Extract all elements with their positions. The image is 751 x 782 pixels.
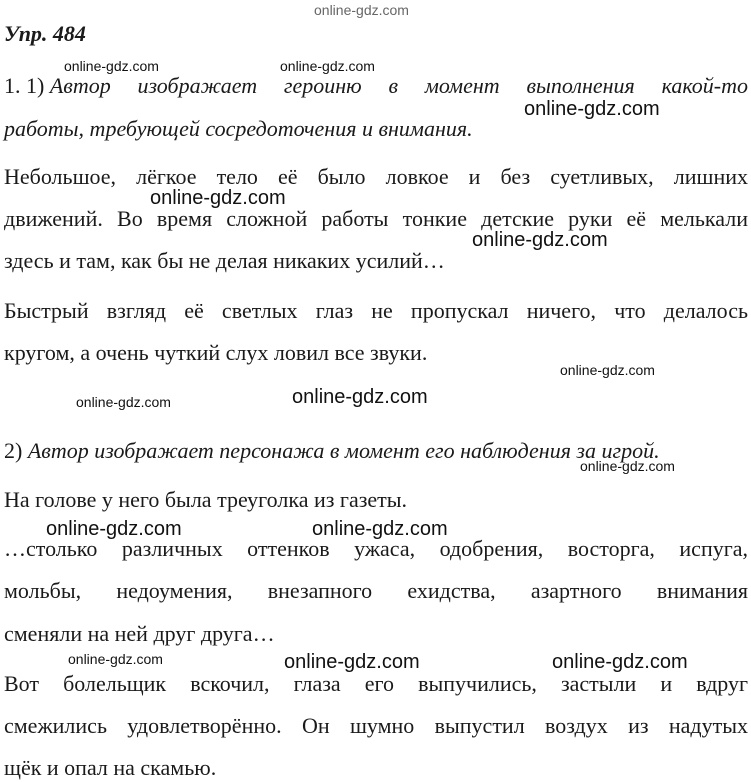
watermark: online-gdz.com: [552, 651, 688, 673]
paragraph-line: На голове у него была треуголка из газеты.: [4, 487, 408, 512]
watermark: online-gdz.com: [472, 229, 608, 251]
paragraph-line: Небольшое, лёгкое тело её было ловкое и без суетливых, лишних: [4, 164, 748, 189]
answer-1-line-1: [4, 72, 748, 100]
paragraph-line: Вот болельщик вскочил, глаза его выпучились, застыли и вдруг: [4, 671, 748, 696]
paragraph-line: кругом, а очень чуткий слух ловил все звуки.: [4, 340, 428, 365]
watermark: online-gdz.com: [524, 98, 660, 120]
paragraph-line: Быстрый взгляд её светлых глаз не пропускал ничего, что делалось: [4, 298, 748, 323]
answer-2-text: Автор изображает персонажа в момент его наблюдения за игрой.: [27, 438, 660, 463]
exercise-title: Упр. 484: [4, 21, 86, 46]
watermark: online-gdz.com: [46, 518, 182, 540]
watermark: online-gdz.com: [76, 394, 171, 410]
watermark: online-gdz.com: [280, 58, 375, 74]
watermark: online-gdz.com: [64, 58, 159, 74]
paragraph-line: мольбы, недоумения, внезапного ехидства, азартного внимания: [4, 578, 748, 603]
watermark: online-gdz.com: [68, 651, 163, 667]
watermark: online-gdz.com: [150, 187, 286, 209]
answer-1-line-2: работы, требующей сосредоточения и внимания.: [4, 116, 473, 141]
watermark: online-gdz.com: [312, 518, 448, 540]
watermark-top: online-gdz.com: [314, 2, 409, 18]
answer-1-number: 1. 1): [4, 73, 50, 98]
paragraph-line: сменяли на ней друг друга…: [4, 621, 275, 646]
paragraph-line: щёк и опал на скамью.: [4, 755, 217, 780]
paragraph-line: здесь и там, как бы не делая никаких усилий…: [4, 248, 445, 273]
watermark: online-gdz.com: [292, 386, 428, 408]
watermark: online-gdz.com: [580, 458, 675, 474]
answer-1-text: Автор изображает героиню в момент выполнения какой-то: [49, 73, 748, 98]
paragraph-line: смежились удовлетворённо. Он шумно выпустил воздух из надутых: [4, 713, 748, 738]
watermark: online-gdz.com: [284, 651, 420, 673]
watermark: online-gdz.com: [560, 362, 655, 378]
paragraph-line: движений. Во время сложной работы тонкие детские руки её мелькали: [4, 206, 748, 231]
paragraph-line: …столько различных оттенков ужаса, одобрения, восторга, испуга,: [4, 536, 748, 561]
answer-2-number: 2): [4, 438, 28, 463]
